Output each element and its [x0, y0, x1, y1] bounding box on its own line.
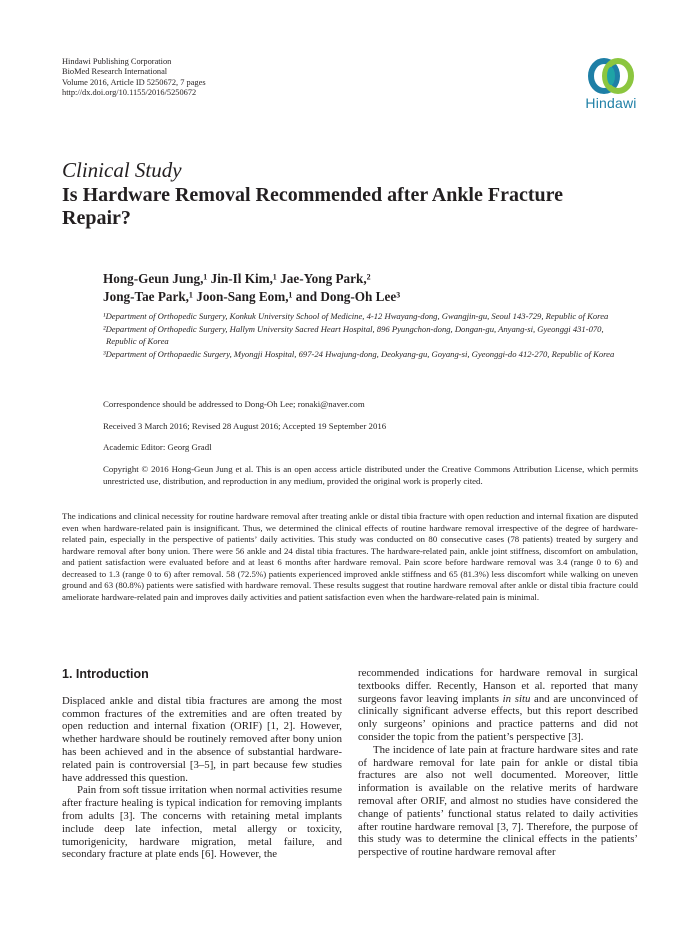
affiliation-2: ²Department of Orthopedic Surgery, Hallym University Sacred Heart Hospital, 896 Pyungchon-dong, Dongan-gu, Anyang-si, Gyeonggi 431-070, Republic of Korea — [103, 323, 604, 347]
right-column — [358, 667, 638, 859]
article-title: Is Hardware Removal Recommended after Ankle Fracture Repair? — [62, 184, 564, 229]
journal-name: BioMed Research International — [62, 67, 168, 77]
authors-line-2: Jong-Tae Park,¹ Joon-Sang Eom,¹ and Dong-Oh Lee³ — [103, 288, 401, 304]
authors — [103, 270, 400, 305]
abstract: The indications and clinical necessity for routine hardware removal after treating ankle or distal tibia fracture with open reduction and internal fixation are disputed even when hardware-related pain is insignificant. Thus, we determined the clinical effects of routine hardware removal irrespective of the degree of hardware-related pain, especially in the perspective of patients’ daily activities. This study was conducted on 80 consecutive cases (78 patients) treated by surgery and hardware removal after bony union. There were 56 ankle and 24 distal tibia fractures. The hardware-related pain, ankle joint stiffness, discomfort on ambulation, and patient satisfaction were evaluated before and at least 6 months after hardware removal. Pain score before hardware removal was 3.4 (range 0 to 6) and decreased to 1.3 (range 0 to 6) after removal. 58 (72.5%) patients experienced improved ankle stiffness and 65 (81.3%) less discomfort while walking on uneven ground and 63 (80.8%) patients were satisfied with hardware removal. These results suggest that routine hardware removal after ankle or distal tibia fracture could ameliorate hardware-related pain and improves daily activities and patient satisfaction even when the hardware-related pain is minimal. — [62, 511, 638, 602]
academic-editor: Academic Editor: Georg Gradl — [103, 442, 212, 452]
copyright: Copyright © 2016 Hong-Geun Jung et al. This is an open access article distributed under the Creative Commons Attribution License, which permits unrestricted use, distribution, and reproduction in any medium, provided the original work is properly cited. — [103, 464, 638, 486]
logo-text: Hindawi — [585, 95, 637, 111]
intro-paragraph-4: The incidence of late pain at fracture hardware sites and rate of hardware removal for late pain for ankle or distal tibia fractures are also not well documented. Moreover, little information is available on the relative merits of hardware removal after ORIF, and almost no studies have considered the change of patients’ functional status related to daily activities after routine hardware removal [3, 7]. Therefore, the purpose of this study was to determine the clinical effects in the patients’ perspective of routine hardware removal after — [358, 743, 638, 859]
intro-paragraph-2: Pain from soft tissue irritation when normal activities resume after fracture healing is typical indication for removing implants from adults [3]. The concerns with retaining metal implants include deep late infection, metal allergy or toxicity, tumorigenicity, hardware migration, metal failure, and secondary fracture at plate ends [6]. However, the — [62, 784, 342, 861]
received-dates: Received 3 March 2016; Revised 28 August 2016; Accepted 19 September 2016 — [103, 421, 387, 431]
intro-paragraph-1: Displaced ankle and distal tibia fractures are among the most common fractures of the extremities and are often treated by open reduction and internal fixation (ORIF) [1, 2]. However, whether hardware should be routinely removed after bony union has been achieved and in the absence of substantial hardware-related pain is controversial [3–5], in part because few studies have addressed this question. — [62, 694, 342, 784]
intro-paragraph-3 — [358, 667, 638, 744]
correspondence: Correspondence should be addressed to Dong-Oh Lee; ronaki@naver.com — [103, 399, 365, 409]
affiliations — [103, 310, 623, 360]
section-heading: 1. Introduction — [62, 667, 149, 681]
affiliation-1: ¹Department of Orthopedic Surgery, Konkuk University School of Medicine, 4-12 Hwayang-dong, Gwangjin-gu, Seoul 143-729, Republic of Korea — [103, 311, 609, 321]
intro-paragraph-3-b: and are unconvinced of clinically significant adverse effects, but this report described only surgeons’ opinions and practice patterns and did not consider the topic from the patient’s perspective [3]. — [358, 692, 639, 743]
study-type: Clinical Study — [62, 158, 182, 182]
publisher: Hindawi Publishing Corporation — [62, 57, 172, 66]
intro-paragraph-3-a: recommended indications for hardware removal in surgical textbooks differ. Recently, Hanson et al. reported that many surgeons favor leaving implants — [358, 667, 638, 705]
doi-link[interactable]: http://dx.doi.org/10.1155/2016/5250672 — [62, 88, 197, 98]
hindawi-logo-icon — [586, 56, 636, 96]
journal-meta — [62, 57, 206, 99]
left-column — [62, 665, 342, 861]
authors-line-1: Hong-Geun Jung,¹ Jin-Il Kim,¹ Jae-Yong Park,² — [103, 271, 371, 286]
intro-paragraph-3-em: in situ — [502, 692, 531, 705]
affiliation-3: ³Department of Orthopaedic Surgery, Myongji Hospital, 697-24 Hwajung-dong, Deokyang-gu, Goyang-si, Gyeonggi-do 412-270, Republic of Korea — [103, 348, 615, 359]
volume-info: Volume 2016, Article ID 5250672, 7 pages — [62, 77, 206, 87]
hindawi-logo — [578, 56, 644, 111]
